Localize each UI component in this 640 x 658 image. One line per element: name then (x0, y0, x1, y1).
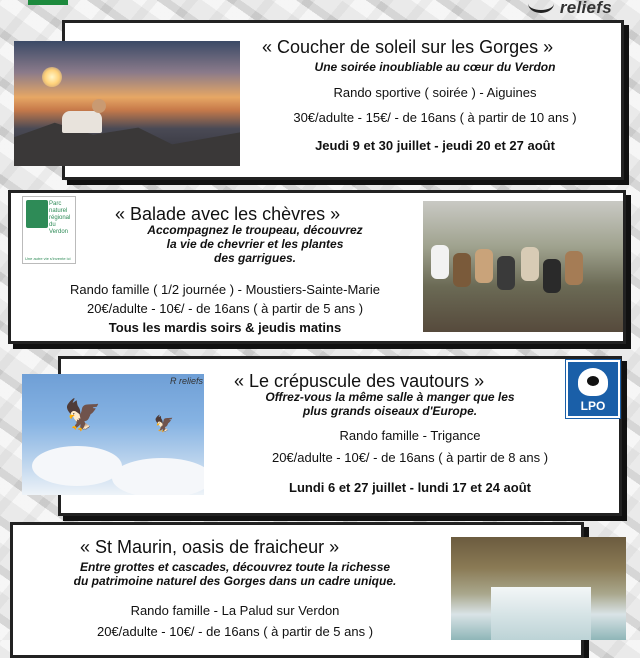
card-title: « Le crépuscule des vautours » (234, 371, 485, 391)
card-dates: Tous les mardis soirs & jeudis matins (108, 320, 342, 335)
puffin-eye (587, 376, 599, 386)
waterfall (491, 587, 591, 640)
card-subtitle: Accompagnez le troupeau, découvrez la vie de chevrier et les plantes des garrigues. (147, 223, 363, 265)
card-subtitle: Une soirée inoubliable au cœur du Verdon (314, 60, 556, 74)
lpo-logo-icon (566, 360, 620, 418)
cloud (112, 458, 204, 495)
sun-icon (42, 67, 62, 87)
brand-name: reliefs (559, 0, 612, 17)
hiker-head (92, 99, 106, 113)
parc-leaf-mark (26, 200, 48, 228)
card-price: 20€/adulte - 10€/ - de 16ans ( à partir de 8 ans ) (271, 450, 549, 465)
hiker-figure (62, 111, 102, 133)
mountain-ridge (14, 118, 240, 166)
waterfall-photo (451, 537, 626, 640)
reliefs-small-logo: R reliefs (170, 376, 204, 386)
brand-swoosh-icon (528, 0, 554, 13)
parc-logo-text: Parc naturel régional du Verdon (49, 201, 71, 235)
card-dates: Lundi 6 et 27 juillet - lundi 17 et 24 août (289, 480, 531, 495)
card-subtitle: Entre grottes et cascades, découvrez toute la richesse du patrimoine naturel des Gorges dans un cadre unique. (73, 560, 397, 588)
goat (521, 247, 539, 281)
card-type: Rando sportive ( soirée ) - Aiguines (333, 85, 537, 100)
goat (565, 251, 583, 285)
lpo-label: LPO (580, 399, 606, 413)
goats-photo (423, 201, 623, 332)
vulture-icon: 🦅 (64, 399, 102, 432)
card-title: « Coucher de soleil sur les Gorges » (262, 37, 554, 57)
card-dates: Jeudi 9 et 30 juillet - jeudi 20 et 27 août (315, 138, 555, 153)
goat (543, 259, 561, 293)
card-type: Rando famille ( 1/2 journée ) - Moustiers-Sainte-Marie (70, 282, 380, 297)
card-title: « Balade avec les chèvres » (115, 204, 341, 224)
goat (475, 249, 493, 283)
card-subtitle: Offrez-vous la même salle à manger que les plus grands oiseaux d'Europe. (265, 390, 515, 418)
goat (453, 253, 471, 287)
card-price: 30€/adulte - 15€/ - de 16ans ( à partir de 10 ans ) (293, 110, 577, 125)
goat (497, 256, 515, 290)
goat (431, 245, 449, 279)
card-type: Rando famille - La Palud sur Verdon (130, 603, 340, 618)
top-decorative-stripe (28, 0, 68, 5)
parc-logo-tagline: Une autre vie s'invente ici (25, 256, 71, 261)
card-title: « St Maurin, oasis de fraicheur » (80, 537, 340, 557)
vulture-icon: 🦅 (154, 416, 174, 433)
parc-verdon-logo-icon (22, 196, 76, 264)
card-price: 20€/adulte - 10€/ - de 16ans ( à partir de 5 ans ) (96, 624, 374, 639)
cloud (32, 446, 122, 486)
card-type: Rando famille - Trigance (339, 428, 481, 443)
card-price: 20€/adulte - 10€/ - de 16ans ( à partir de 5 ans ) (86, 301, 364, 316)
vultures-photo (22, 374, 204, 495)
sunset-photo (14, 41, 240, 166)
